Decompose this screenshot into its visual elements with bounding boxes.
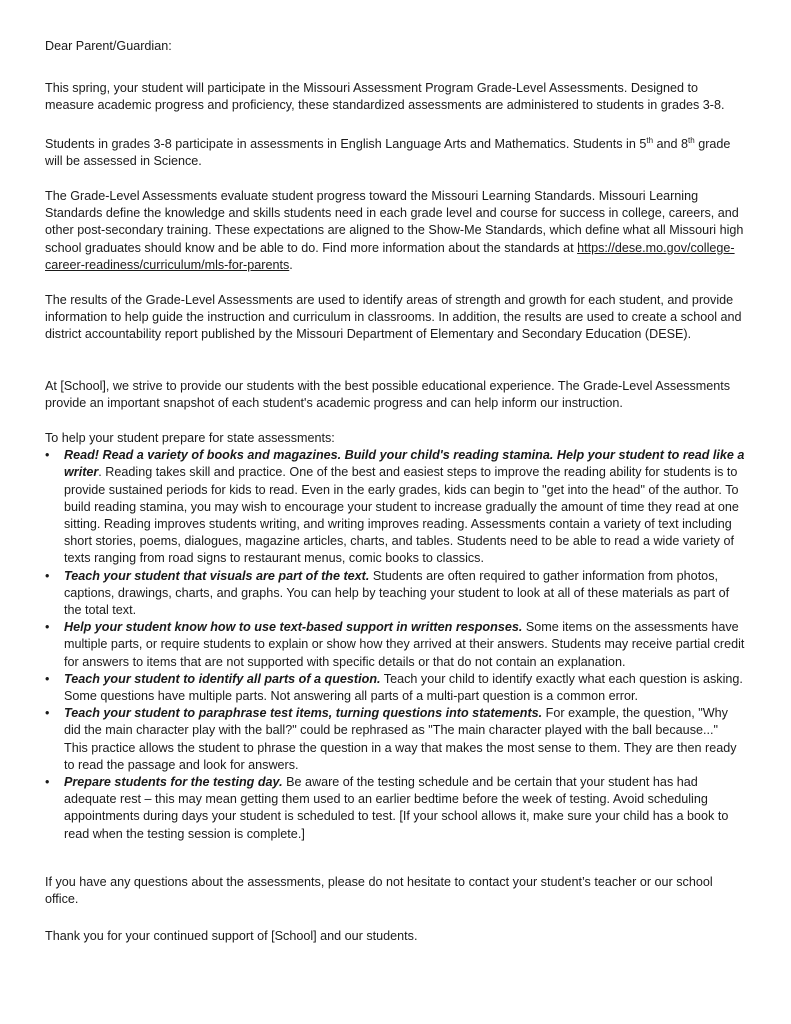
bullet-icon: •: [45, 568, 50, 583]
tip-item: [45, 447, 745, 567]
questions-paragraph: If you have any questions about the assessments, please do not hesitate to contact your student’s teacher or our school office.: [45, 875, 713, 907]
tip-item: [45, 619, 745, 671]
bullet-icon: •: [45, 775, 50, 790]
tip-text: Some items on the assessments have multiple parts, or require students to explain or show how they arrived at their answers. Students may receive partial credit for answers to items that are not supported with specific details or that do not contain an explanation.: [64, 620, 745, 669]
intro-paragraph: This spring, your student will participate in the Missouri Assessment Program Grade-Level Assessments. Designed to measure academic progress and proficiency, these standardized assessments are administered to students in grades 3-8.: [45, 81, 725, 113]
subjects-paragraph: [45, 136, 745, 170]
bullet-icon: •: [45, 671, 50, 686]
tip-text: Be aware of the testing schedule and be certain that your student has had adequate rest – this may mean getting them used to an earlier bedtime before the week of testing. Avoid scheduling appointments during days your student is scheduled to test. [If your school allows it, make sure your child has a book to read when the testing session is complete.]: [64, 775, 729, 841]
tip-item: [45, 705, 745, 774]
subjects-sup-2: th: [688, 135, 695, 145]
subjects-text-3: grade will be assessed in Science.: [45, 137, 731, 169]
tip-lead: Teach your student to identify all parts of a question.: [64, 671, 381, 686]
bullet-icon: •: [45, 706, 50, 721]
standards-link[interactable]: https://dese.mo.gov/college-career-readiness/curriculum/mls-for-parents: [45, 240, 735, 272]
tip-lead: Teach your student that visuals are part of the text.: [64, 568, 370, 583]
tip-text: Students are often required to gather information from photos, captions, drawings, charts, and graphs. You can help by teaching your student to look at all of these materials as part of the total text.: [64, 568, 730, 618]
tip-text: . Reading takes skill and practice. One of the best and easiest steps to improve the reading ability for students is to provide sustained periods for kids to read. Even in the early grades, kids can begin to "get into the head" of the author. To build reading stamina, you may wish to encourage your student to increase gradually the amount of time they read at one sitting. Reading improves students writing, and writing improves reading. Assessments contain a variety of text including short stories, poems, dialogues, magazine articles, charts, and tables. Students need to be able to read a wide variety of texts ranging from road signs to restaurant menus, comic books to classics.: [64, 465, 739, 566]
tip-item: [45, 774, 745, 843]
tip-item: [45, 568, 745, 620]
tips-section: [45, 430, 745, 843]
tip-lead: Teach your student to paraphrase test items, turning questions into statements.: [64, 706, 543, 721]
tip-item: [45, 671, 745, 705]
tip-text: For example, the question, "Why did the main character play with the ball?" could be rephrased as "The main character played with the ball because..." This practice allows the student to phrase the question in a way that makes the most sense to them. They are then ready to read the passage and look for answers.: [64, 706, 737, 772]
standards-paragraph: [45, 188, 745, 274]
tip-lead: Prepare students for the testing day.: [64, 775, 283, 790]
tip-lead: Help your student know how to use text-based support in written responses.: [64, 620, 523, 635]
salutation: Dear Parent/Guardian:: [45, 39, 172, 53]
results-paragraph: The results of the Grade-Level Assessments are used to identify areas of strength and growth for each student, and provide information to help guide the instruction and curriculum in classrooms. In addition, the results are used to create a school and district accountability report published by the Missouri Department of Elementary and Secondary Education (DESE).: [45, 293, 742, 342]
standards-end: .: [289, 257, 293, 272]
tip-text: Teach your child to identify exactly what each question is asking. Some questions have multiple parts. Not answering all parts of a multi-part question is a common error.: [64, 671, 743, 704]
school-paragraph: At [School], we strive to provide our students with the best possible educational experience. The Grade-Level Assessments provide an important snapshot of each student's academic progress and can help inform our instruction.: [45, 379, 731, 411]
closing-line: Thank you for your continued support of [School] and our students.: [45, 929, 418, 943]
subjects-text-1: Students in grades 3-8 participate in assessments in English Language Arts and Mathematics. Students in 5: [45, 137, 647, 151]
tips-intro: To help your student prepare for state assessments:: [45, 431, 335, 445]
bullet-icon: •: [45, 448, 50, 463]
tips-list: [45, 447, 745, 843]
standards-text: The Grade-Level Assessments evaluate student progress toward the Missouri Learning Standards. Missouri Learning Standards define the knowledge and skills students need in each grade level and course for success in college, careers, and other post-secondary training. These expectations are aligned to the Show-Me Standards, which define what all Missouri high school graduates should know and be able to do. Find more information about the standards at: [45, 189, 744, 255]
bullet-icon: •: [45, 620, 50, 635]
subjects-text-2: and 8: [653, 137, 689, 151]
tip-lead: Read! Read a variety of books and magazines. Build your child's reading stamina. Help your student to read like a writer: [64, 448, 745, 480]
subjects-sup-1: th: [646, 135, 654, 145]
